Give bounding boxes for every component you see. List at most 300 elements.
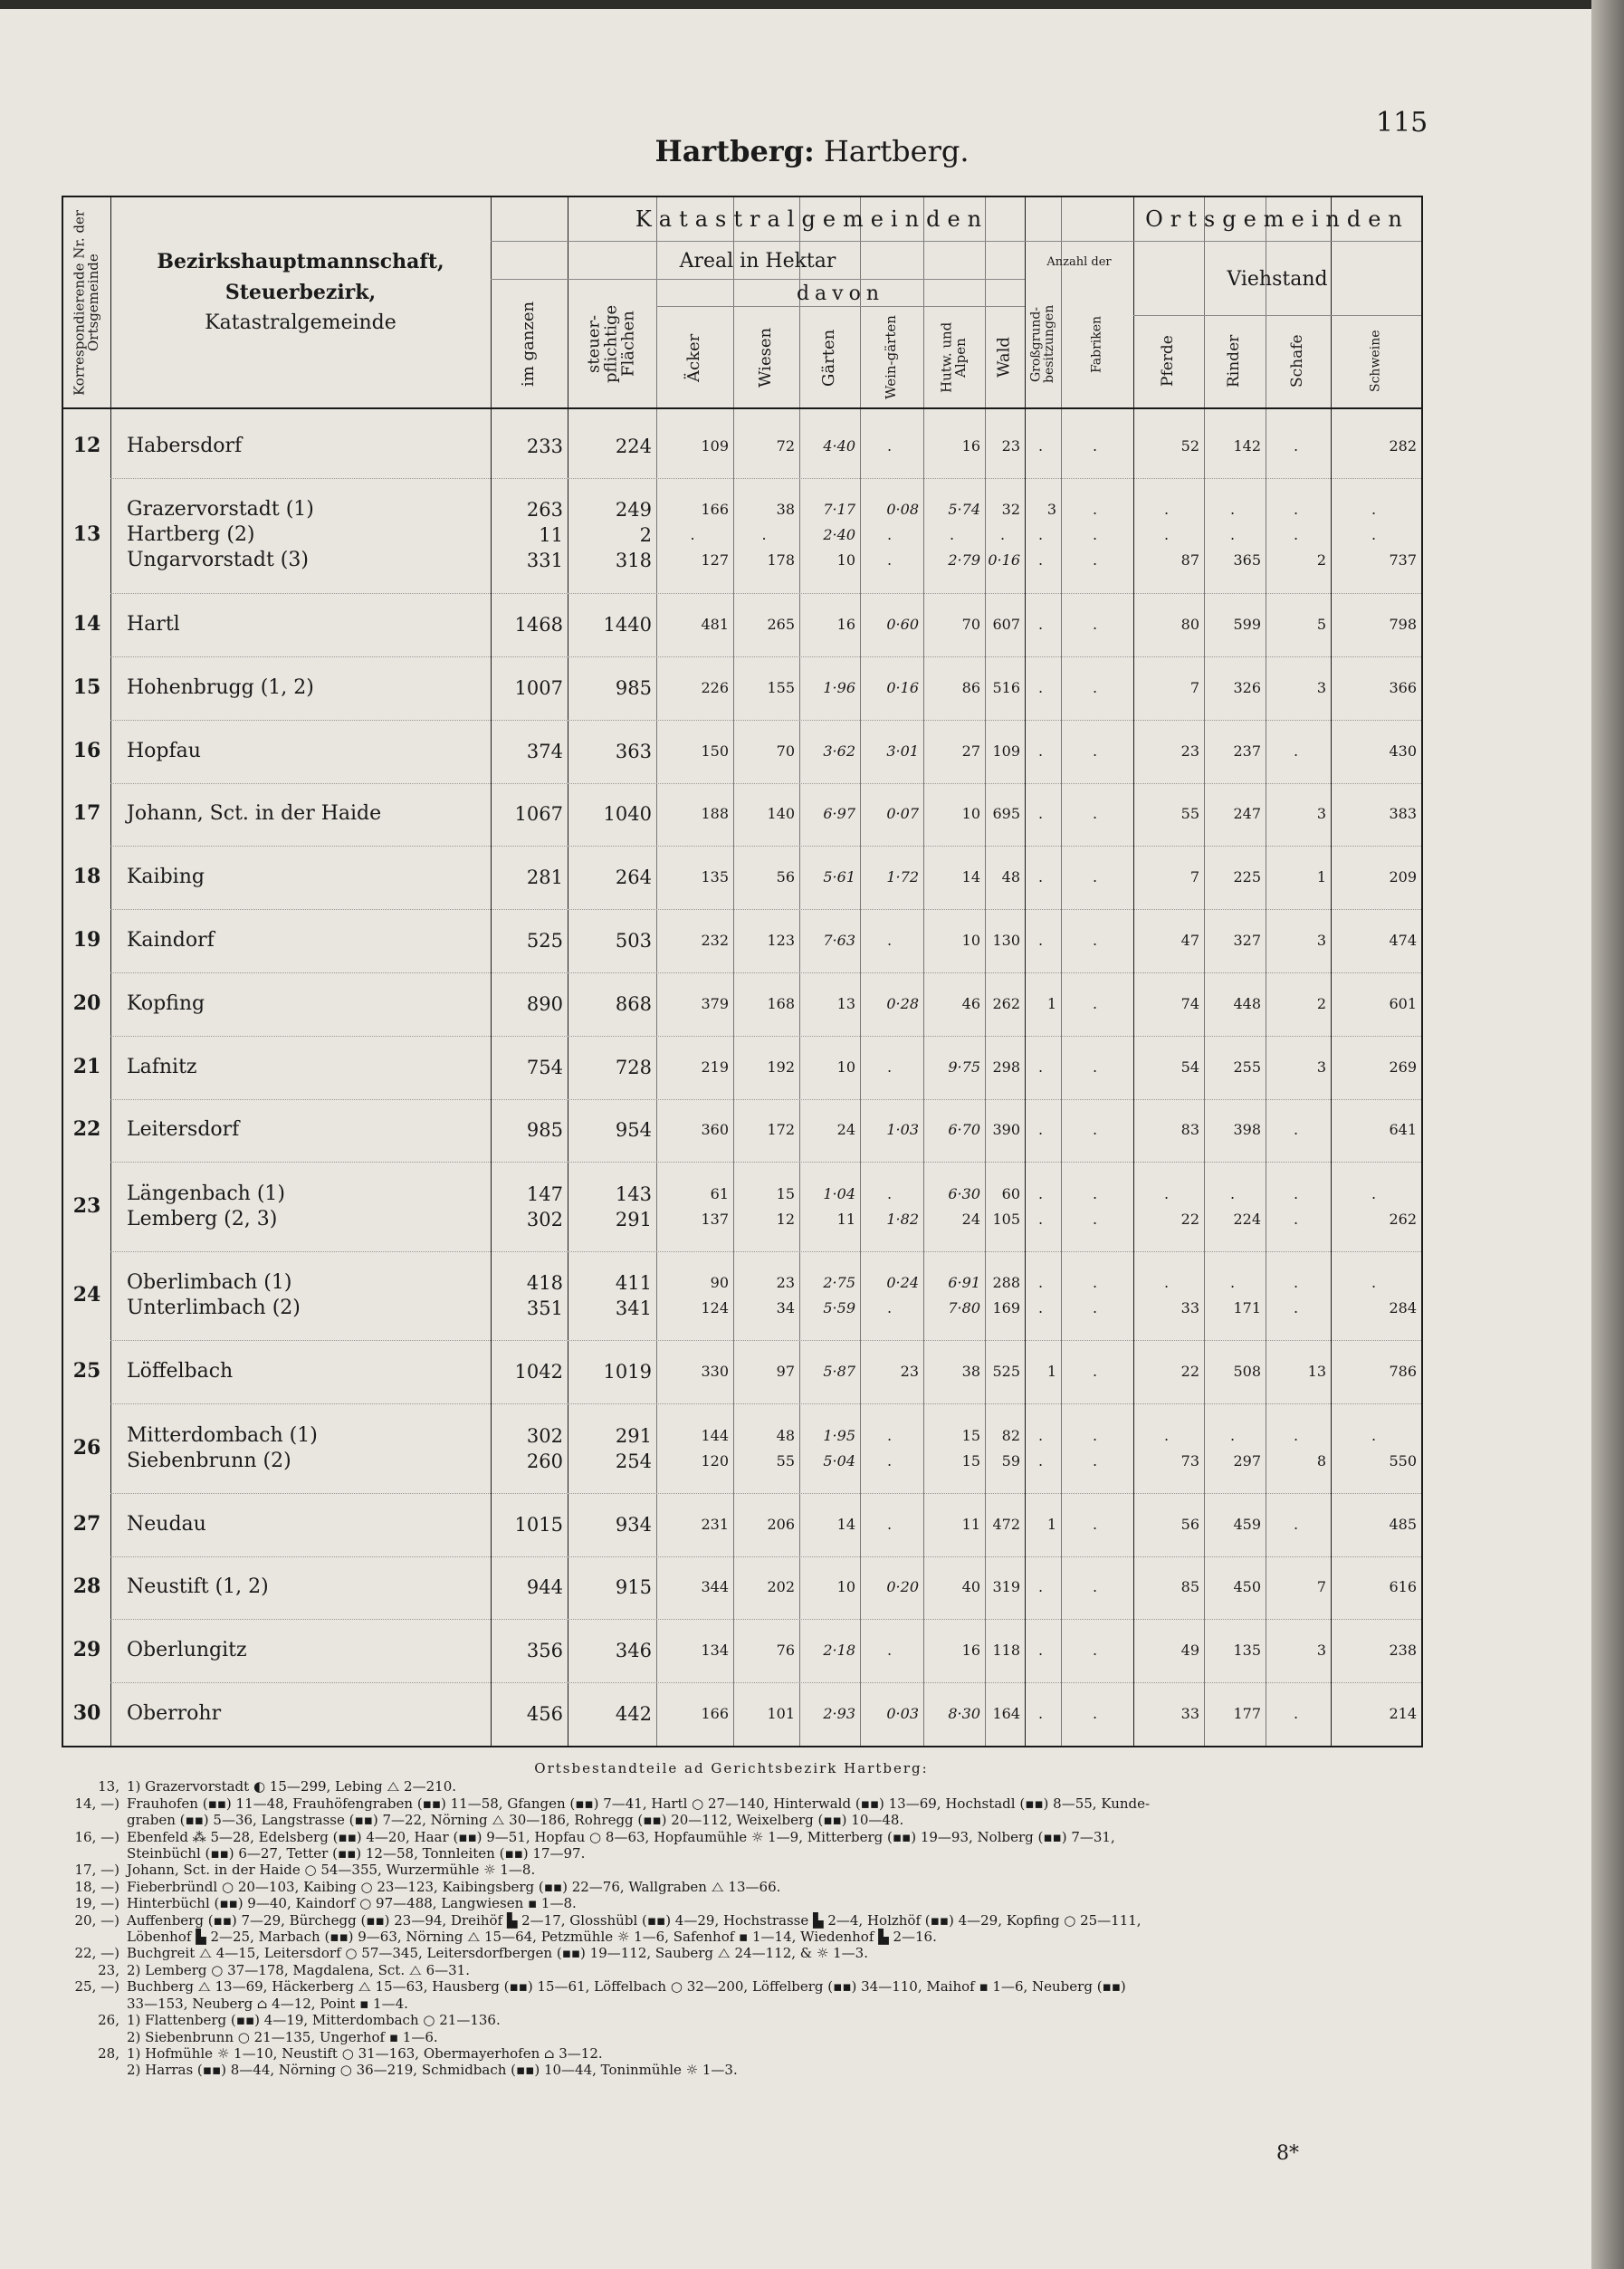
page-number: 115: [1376, 107, 1428, 139]
cell-value: 13: [836, 994, 855, 1012]
cell-value: .: [886, 932, 893, 950]
footnote-text: Fieberbründl ○ 20—103, Kaibing ○ 23—123, Kaibingsberg (▪▪) 22—76, Wallgraben ⧍ 13—66.: [127, 1878, 781, 1895]
cell-value: 411: [615, 1272, 652, 1295]
scan-edge-top: [0, 0, 1624, 9]
cell-value: .: [1092, 615, 1098, 633]
footnote-text: 2) Siebenbrunn ○ 21—135, Ungerhof ▪ 1—6.: [127, 2028, 438, 2045]
cell-value: 12: [776, 1210, 795, 1228]
cell-value: 22: [1180, 1363, 1199, 1381]
cell-value: 269: [1389, 1058, 1417, 1076]
cell-value: .: [1371, 501, 1377, 519]
row-name: Lafnitz: [127, 1055, 197, 1078]
header-divider: [491, 279, 1025, 280]
cell-value: .: [886, 1299, 893, 1317]
row-number: 25: [72, 1359, 101, 1383]
row-divider: [110, 593, 1421, 594]
footnote-text: Auffenberg (▪▪) 7—29, Bürchegg (▪▪) 23—94, Dreihöf ▙ 2—17, Glosshübl (▪▪) 4—29, Hochstrasse ▙ 2—4, Holzhöf (▪▪) 4—29, Kopfing ○ 25—111,: [127, 1911, 1142, 1929]
cell-value: .: [1229, 1426, 1236, 1444]
cell-value: .: [1037, 868, 1044, 886]
header-anzahl: Anzahl der: [1046, 255, 1112, 269]
footnote-line: [71, 1996, 1392, 2012]
cell-value: 74: [1180, 994, 1199, 1012]
cell-value: 10: [836, 1578, 855, 1596]
row-number: 23: [72, 1193, 101, 1218]
cell-value: 1·82: [886, 1210, 919, 1228]
row-name: Unterlimbach (2): [127, 1297, 301, 1320]
cell-value: 32: [1001, 501, 1020, 519]
row-name: Kaindorf: [127, 929, 215, 953]
cell-value: 1015: [514, 1513, 563, 1536]
cell-value: 5·74: [948, 501, 980, 519]
cell-value: .: [886, 1184, 893, 1202]
cell-value: 46: [961, 994, 980, 1012]
cell-value: 374: [526, 740, 563, 762]
cell-value: 448: [1233, 994, 1261, 1012]
cell-value: .: [1037, 526, 1044, 544]
header-col-9: Fabriken: [1089, 315, 1104, 373]
row-divider: [110, 1682, 1421, 1683]
cell-value: .: [1163, 1426, 1170, 1444]
cell-value: 6·70: [948, 1121, 980, 1139]
footnote-text: Buchgreit ⧍ 4—15, Leitersdorf ○ 57—345, Leitersdorfbergen (▪▪) 19—112, Sauberg ⧍ 24—112, & ☼ 1—3.: [127, 1945, 868, 1962]
header-areal: Areal in Hektar: [679, 250, 836, 273]
cell-value: 55: [1180, 805, 1199, 823]
row-divider: [110, 1619, 1421, 1620]
cell-value: .: [1092, 1426, 1098, 1444]
header-divider: [491, 241, 1421, 242]
cell-value: 135: [701, 868, 729, 886]
header-col-5: Wein-gärten: [883, 315, 900, 400]
cell-value: 282: [1389, 436, 1417, 455]
cell-value: 281: [526, 866, 563, 889]
cell-value: 24: [836, 1121, 855, 1139]
cell-value: 7: [1316, 1578, 1326, 1596]
cell-value: 6·91: [948, 1274, 980, 1292]
footnote-text: 1) Hofmühle ☼ 1—10, Neustift ○ 31—163, Obermayerhofen ⌂ 3—12.: [127, 2044, 603, 2062]
footnote-text: Steinbüchl (▪▪) 6—27, Tetter (▪▪) 12—58, Tonnleiten (▪▪) 17—97.: [127, 1845, 586, 1862]
cell-value: .: [949, 526, 955, 544]
row-name: Hopfau: [127, 739, 201, 762]
cell-value: 172: [767, 1121, 795, 1139]
footnote-text: 2) Lemberg ○ 37—178, Magdalena, Sct. ⧍ 6—31.: [127, 1961, 470, 1978]
footnote-line: [71, 1962, 1392, 1978]
row-number: 13: [72, 522, 101, 547]
footnote-key: 22, —): [74, 1945, 119, 1962]
cell-value: .: [1229, 526, 1236, 544]
cell-value: 1040: [603, 803, 652, 826]
cell-value: 144: [701, 1426, 729, 1444]
cell-value: 360: [701, 1121, 729, 1139]
cell-value: 219: [701, 1058, 729, 1076]
cell-value: 6·97: [823, 805, 855, 823]
cell-value: .: [1293, 526, 1299, 544]
row-divider: [110, 1556, 1421, 1557]
cell-value: 288: [992, 1274, 1020, 1292]
cell-value: 177: [1233, 1705, 1261, 1723]
footnote-text: graben (▪▪) 5—36, Langstrasse (▪▪) 7—22, Nörning ⧍ 30—186, Rohregg (▪▪) 20—112, Weixelberg (▪▪) 10—48.: [127, 1812, 904, 1829]
footnote-text: 33—153, Neuberg ⌂ 4—12, Point ▪ 1—4.: [127, 1995, 408, 2012]
cell-value: 459: [1233, 1515, 1261, 1533]
cell-value: .: [1371, 1184, 1377, 1202]
row-divider: [110, 1493, 1421, 1494]
cell-value: 49: [1180, 1642, 1199, 1660]
header-col-6: Hutw. und Alpen: [938, 321, 969, 394]
cell-value: .: [1163, 501, 1170, 519]
row-divider: [110, 972, 1421, 973]
row-name: Siebenbrunn (2): [127, 1449, 291, 1472]
cell-value: 48: [776, 1426, 795, 1444]
cell-value: 5·04: [823, 1451, 855, 1470]
cell-value: 503: [615, 930, 652, 953]
header-col-2: Äcker: [684, 333, 704, 382]
cell-value: 34: [776, 1299, 795, 1317]
row-divider: [110, 909, 1421, 910]
cell-value: 86: [961, 678, 980, 696]
cell-value: .: [1293, 1184, 1299, 1202]
cell-value: 123: [767, 932, 795, 950]
cell-value: 1: [1316, 868, 1326, 886]
row-name: Löffelbach: [127, 1360, 234, 1383]
cell-value: .: [1037, 615, 1044, 633]
header-divider: [656, 306, 1025, 307]
cell-value: 398: [1233, 1121, 1261, 1139]
cell-value: .: [1293, 501, 1299, 519]
cell-value: .: [1037, 805, 1044, 823]
cell-value: 23: [900, 1363, 919, 1381]
footnote-text: Buchberg ⧍ 13—69, Häckerberg ⧍ 15—63, Hausberg (▪▪) 15—61, Löffelbach ○ 32—200, Löffelberg (▪▪) 34—110, Maihof ▪ 1—6, Neuberg (▪▪): [127, 1978, 1126, 1996]
cell-value: .: [1163, 526, 1170, 544]
row-name: Längenbach (1): [127, 1182, 286, 1205]
cell-value: .: [761, 526, 767, 544]
cell-value: 3: [1316, 1058, 1326, 1076]
cell-value: 2·79: [948, 551, 980, 570]
cell-value: .: [1037, 1451, 1044, 1470]
cell-value: 10: [836, 1058, 855, 1076]
footnote-key: 13,: [98, 1778, 119, 1795]
cell-value: 59: [1001, 1451, 1020, 1470]
cell-value: 0·07: [886, 805, 919, 823]
row-number: 22: [72, 1117, 101, 1142]
row-divider: [110, 846, 1421, 847]
row-divider: [110, 1403, 1421, 1404]
cell-value: 3: [1316, 805, 1326, 823]
cell-value: 16: [961, 436, 980, 455]
cell-value: 5·61: [823, 868, 855, 886]
row-number: 24: [72, 1283, 101, 1307]
cell-value: 8·30: [948, 1705, 980, 1723]
row-number: 20: [72, 991, 101, 1015]
cell-value: 202: [767, 1578, 795, 1596]
header-katastral: Katastralgemeinden: [635, 206, 989, 232]
header-name-2: Steuerbezirk,: [224, 281, 377, 304]
cell-value: .: [1229, 501, 1236, 519]
cell-value: 11: [836, 1210, 855, 1228]
cell-value: .: [1092, 868, 1098, 886]
footnote-line: [71, 1795, 1392, 1812]
row-number: 19: [72, 928, 101, 953]
cell-value: 101: [767, 1705, 795, 1723]
footnote-line: [71, 1845, 1392, 1862]
row-number: 18: [72, 865, 101, 889]
cell-value: 23: [776, 1274, 795, 1292]
cell-value: .: [1092, 1299, 1098, 1317]
cell-value: 366: [1389, 678, 1417, 696]
cell-value: 1·95: [823, 1426, 855, 1444]
cell-value: 70: [961, 615, 980, 633]
footnote-key: 18, —): [74, 1878, 119, 1895]
cell-value: 226: [701, 678, 729, 696]
cell-value: 616: [1389, 1578, 1417, 1596]
cell-value: 0·24: [886, 1274, 919, 1292]
cell-value: .: [1092, 1058, 1098, 1076]
cell-value: .: [1037, 1184, 1044, 1202]
cell-value: 430: [1389, 742, 1417, 760]
row-name: Oberlimbach (1): [127, 1271, 292, 1295]
row-number: 26: [72, 1435, 101, 1460]
row-name: Neustift (1, 2): [127, 1575, 269, 1599]
footnote-text: Löbenhof ▙ 2—25, Marbach (▪▪) 9—63, Nörning ⧍ 15—64, Petzmühle ☼ 1—6, Safenhof ▪ 1—14, Wiedenhof ▙ 2—16.: [127, 1929, 937, 1946]
cell-value: 255: [1233, 1058, 1261, 1076]
cell-value: .: [1037, 1274, 1044, 1292]
row-number: 27: [72, 1511, 101, 1536]
cell-value: .: [1371, 1274, 1377, 1292]
cell-value: 2·18: [823, 1642, 855, 1660]
cell-value: 155: [767, 678, 795, 696]
cell-value: 127: [701, 551, 729, 570]
cell-value: .: [1092, 1451, 1098, 1470]
cell-value: 143: [615, 1182, 652, 1205]
cell-value: 985: [615, 676, 652, 699]
cell-value: 1·04: [823, 1184, 855, 1202]
row-divider: [110, 1162, 1421, 1163]
cell-value: 291: [615, 1424, 652, 1447]
footnote-line: [71, 1778, 1392, 1795]
cell-value: 15: [961, 1426, 980, 1444]
cell-value: .: [1037, 436, 1044, 455]
cell-value: 326: [1233, 678, 1261, 696]
row-name: Hartl: [127, 612, 180, 636]
header-orts: Ortsgemeinden: [1145, 206, 1409, 232]
cell-value: 150: [701, 742, 729, 760]
header-col-7: Wald: [994, 337, 1014, 378]
row-number: 17: [72, 801, 101, 826]
cell-value: 142: [1233, 436, 1261, 455]
cell-value: .: [1092, 994, 1098, 1012]
header-col-13: Schweine: [1368, 330, 1383, 393]
cell-value: 262: [992, 994, 1020, 1012]
cell-value: .: [1092, 1642, 1098, 1660]
cell-value: .: [1293, 1299, 1299, 1317]
cell-value: 124: [701, 1299, 729, 1317]
cell-value: 954: [615, 1119, 652, 1142]
cell-value: 166: [701, 501, 729, 519]
cell-value: 1: [1046, 994, 1056, 1012]
cell-value: 76: [776, 1642, 795, 1660]
cell-value: 1007: [514, 676, 563, 699]
cell-value: 140: [767, 805, 795, 823]
cell-value: 0·20: [886, 1578, 919, 1596]
cell-value: 1468: [514, 613, 563, 636]
cell-value: 10: [961, 932, 980, 950]
cell-value: 754: [526, 1056, 563, 1078]
row-name: Oberrohr: [127, 1702, 222, 1726]
cell-value: 607: [992, 615, 1020, 633]
footnote-line: [71, 1929, 1392, 1945]
cell-value: 1042: [514, 1361, 563, 1383]
header-col-0: im ganzen: [519, 301, 539, 388]
statistics-table: [62, 196, 1423, 1747]
cell-value: 3: [1316, 678, 1326, 696]
cell-value: 1·96: [823, 678, 855, 696]
cell-value: 4·40: [823, 436, 855, 455]
cell-value: 23: [1180, 742, 1199, 760]
footnote-key: 28,: [98, 2044, 119, 2062]
cell-value: 365: [1233, 551, 1261, 570]
footnote-text: 2) Harras (▪▪) 8—44, Nörning ○ 36—219, Schmidbach (▪▪) 10—44, Toninmühle ☼ 1—3.: [127, 2062, 738, 2079]
cell-value: 302: [526, 1208, 563, 1230]
cell-value: .: [1163, 1184, 1170, 1202]
cell-value: 284: [1389, 1299, 1417, 1317]
cell-value: .: [1037, 678, 1044, 696]
cell-value: .: [1092, 678, 1098, 696]
cell-value: 0·03: [886, 1705, 919, 1723]
cell-value: 601: [1389, 994, 1417, 1012]
footnote-key: 23,: [98, 1961, 119, 1978]
cell-value: .: [1092, 436, 1098, 455]
cell-value: 262: [1389, 1210, 1417, 1228]
cell-value: 890: [526, 992, 563, 1015]
cell-value: 508: [1233, 1363, 1261, 1381]
cell-value: 109: [701, 436, 729, 455]
cell-value: .: [886, 1058, 893, 1076]
cell-value: 737: [1389, 551, 1417, 570]
row-name: Kopfing: [127, 991, 205, 1015]
cell-value: 231: [701, 1515, 729, 1533]
cell-value: 171: [1233, 1299, 1261, 1317]
cell-value: 90: [710, 1274, 729, 1292]
cell-value: 85: [1180, 1578, 1199, 1596]
row-name: Hohenbrugg (1, 2): [127, 675, 314, 699]
cell-value: 16: [961, 1642, 980, 1660]
footnote-text: 1) Grazervorstadt ◐ 15—299, Lebing ⧍ 2—210.: [127, 1778, 457, 1795]
cell-value: 0·28: [886, 994, 919, 1012]
cell-value: 5·87: [823, 1363, 855, 1381]
footnote-line: [71, 1895, 1392, 1911]
cell-value: 105: [992, 1210, 1020, 1228]
cell-value: 15: [961, 1451, 980, 1470]
cell-value: 109: [992, 742, 1020, 760]
cell-value: 8: [1316, 1451, 1326, 1470]
cell-value: 390: [992, 1121, 1020, 1139]
cell-value: .: [886, 1515, 893, 1533]
cell-value: 5: [1316, 615, 1326, 633]
cell-value: .: [999, 526, 1006, 544]
cell-value: 224: [1233, 1210, 1261, 1228]
cell-value: 147: [526, 1182, 563, 1205]
row-divider: [110, 1251, 1421, 1252]
cell-value: 14: [961, 868, 980, 886]
cell-value: 56: [1180, 1515, 1199, 1533]
cell-value: 265: [767, 615, 795, 633]
cell-value: 3·01: [886, 742, 919, 760]
footnote-key: 14, —): [74, 1795, 119, 1812]
cell-value: 1067: [514, 803, 563, 826]
cell-value: 254: [615, 1450, 652, 1472]
cell-value: .: [886, 1642, 893, 1660]
footnote-line: [71, 1912, 1392, 1929]
header-col-12: Schafe: [1288, 334, 1307, 388]
cell-value: 1019: [603, 1361, 652, 1383]
cell-value: 10: [836, 551, 855, 570]
cell-value: 302: [526, 1424, 563, 1447]
cell-value: .: [1037, 1058, 1044, 1076]
header-col-11: Rinder: [1225, 334, 1244, 388]
header-korr: Korrespondierende Nr. der Ortsgemeinde: [71, 209, 101, 396]
cell-value: 344: [701, 1578, 729, 1596]
footnote-lines: [71, 1778, 1392, 2078]
cell-value: .: [1037, 1705, 1044, 1723]
cell-value: 52: [1180, 436, 1199, 455]
cell-value: 209: [1389, 868, 1417, 886]
cell-value: .: [886, 551, 893, 570]
cell-value: 11: [961, 1515, 980, 1533]
cell-value: 2: [1316, 551, 1326, 570]
row-name: Ungarvorstadt (3): [127, 549, 309, 572]
row-name: Kaibing: [127, 866, 205, 889]
cell-value: 291: [615, 1208, 652, 1230]
cell-value: 319: [992, 1578, 1020, 1596]
cell-value: 168: [767, 994, 795, 1012]
row-name: Habersdorf: [127, 434, 243, 457]
row-name: Grazervorstadt (1): [127, 498, 314, 522]
row-number: 21: [72, 1054, 101, 1078]
row-number: 14: [72, 611, 101, 636]
cell-value: 327: [1233, 932, 1261, 950]
cell-value: 80: [1180, 615, 1199, 633]
cell-value: 525: [992, 1363, 1020, 1381]
header-col-8: Großgrund-besitzungen: [1028, 304, 1056, 384]
cell-value: 7·17: [823, 501, 855, 519]
cell-value: 2·40: [823, 526, 855, 544]
cell-value: 1: [1046, 1515, 1056, 1533]
cell-value: 135: [1233, 1642, 1261, 1660]
cell-value: 450: [1233, 1578, 1261, 1596]
cell-value: .: [1092, 1363, 1098, 1381]
cell-value: .: [1092, 551, 1098, 570]
cell-value: 7·80: [948, 1299, 980, 1317]
cell-value: 9·75: [948, 1058, 980, 1076]
cell-value: 7: [1189, 868, 1199, 886]
cell-value: 383: [1389, 805, 1417, 823]
cell-value: 786: [1389, 1363, 1417, 1381]
cell-value: 2: [639, 524, 652, 547]
cell-value: 55: [776, 1451, 795, 1470]
row-number: 12: [72, 433, 101, 457]
cell-value: 247: [1233, 805, 1261, 823]
cell-value: 166: [701, 1705, 729, 1723]
cell-value: 318: [615, 550, 652, 572]
cell-value: 944: [526, 1576, 563, 1599]
cell-value: 7: [1189, 678, 1199, 696]
cell-value: 178: [767, 551, 795, 570]
cell-value: 10: [961, 805, 980, 823]
row-number: 30: [72, 1701, 101, 1726]
cell-value: 11: [539, 524, 563, 547]
cell-value: .: [690, 526, 695, 544]
cell-value: .: [1293, 1274, 1299, 1292]
cell-value: 38: [961, 1363, 980, 1381]
cell-value: 1440: [603, 613, 652, 636]
